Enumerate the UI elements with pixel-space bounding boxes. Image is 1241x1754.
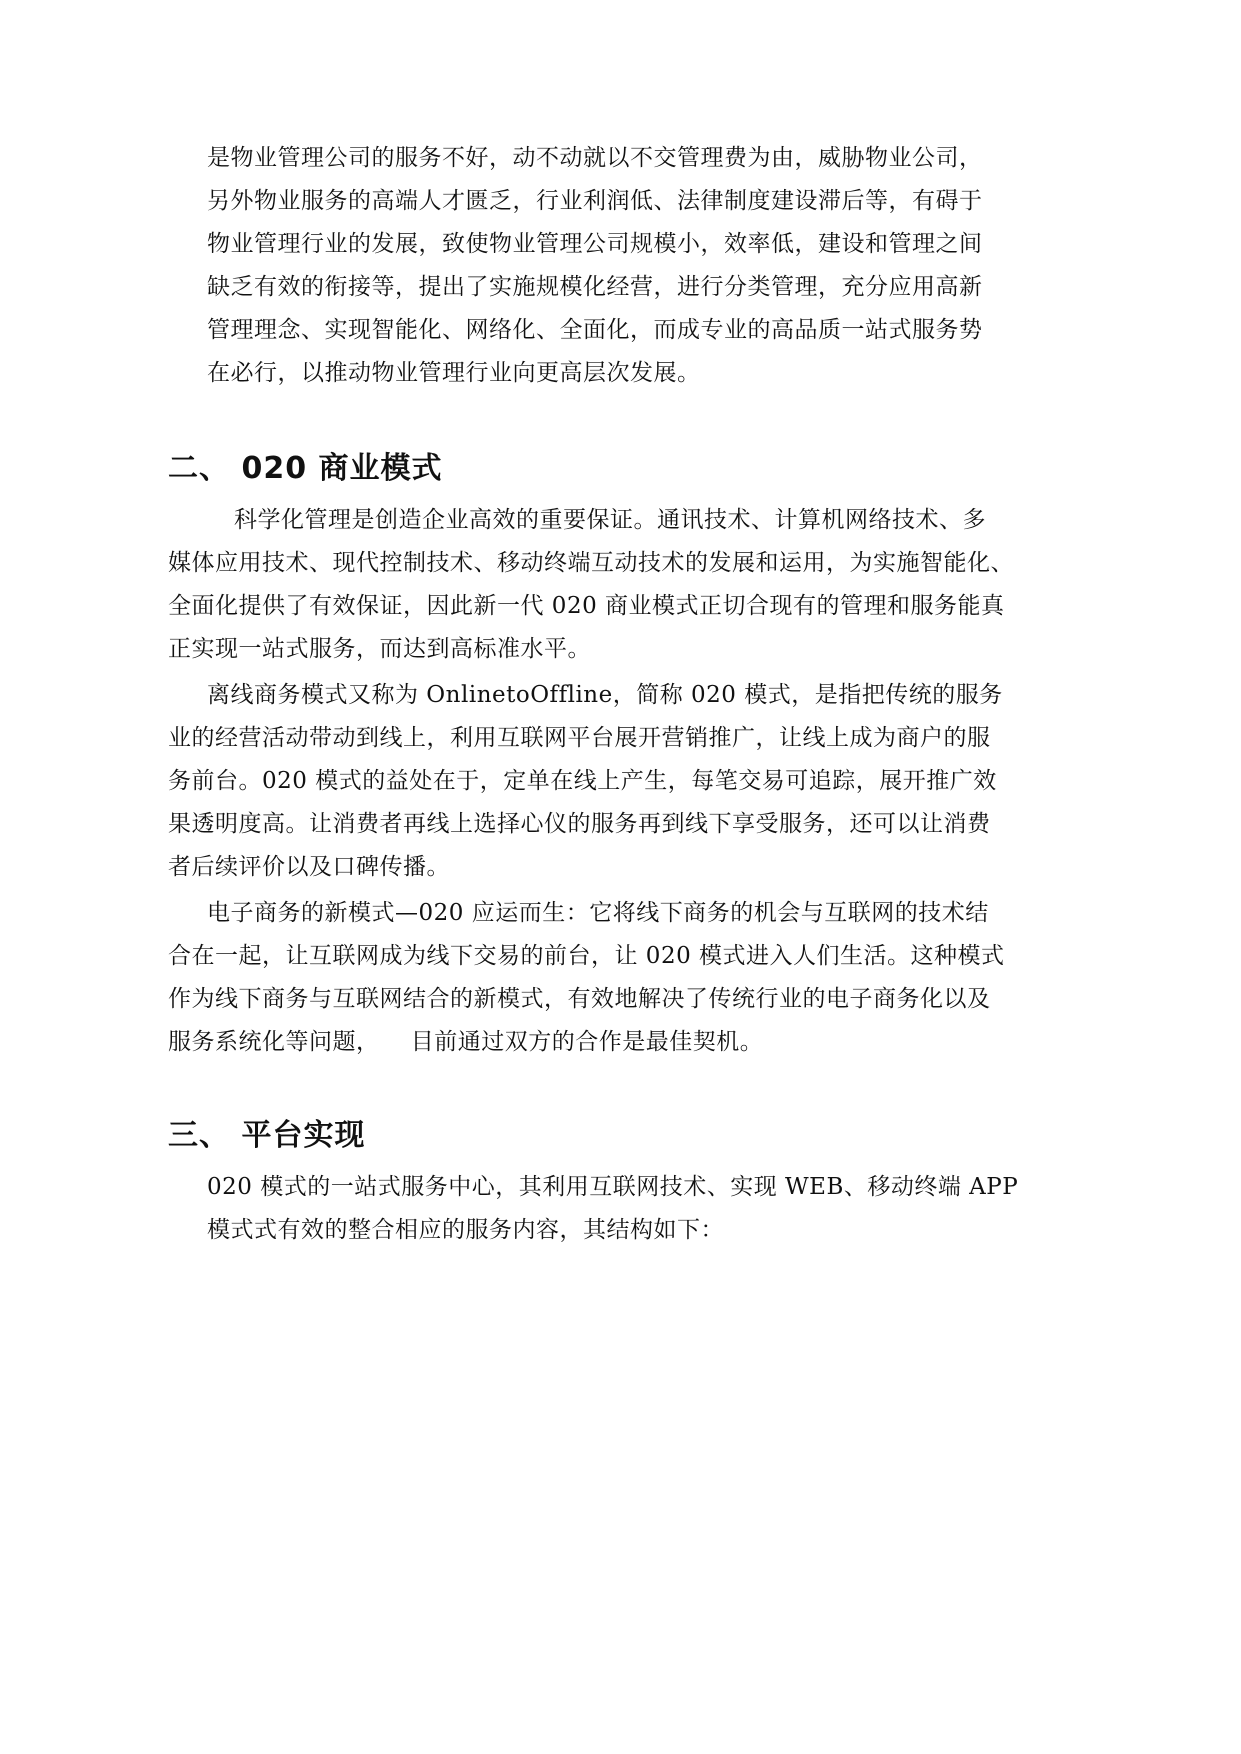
section-heading-o2o: 二、 020 商业模式 bbox=[168, 451, 443, 486]
intro-line-6: 在必行，以推动物业管理行业向更高层次发展。 bbox=[207, 360, 701, 386]
intro-line-2: 另外物业服务的高端人才匮乏，行业利润低、法律制度建设滞后等，有碍于 bbox=[207, 188, 983, 214]
intro-line-1: 是物业管理公司的服务不好，动不动就以不交管理费为由，威胁物业公司， bbox=[207, 145, 983, 171]
section-heading-platform: 三、 平台实现 bbox=[168, 1118, 366, 1153]
para2-line-2: 业的经营活动带动到线上，利用互联网平台展开营销推广，让线上成为商户的服 bbox=[168, 725, 991, 751]
para1-line-4: 正实现一站式服务，而达到高标准水平。 bbox=[168, 636, 591, 662]
para3-line-2: 合在一起，让互联网成为线下交易的前台，让 020 模式进入人们生活。这种模式 bbox=[168, 943, 1005, 969]
para3-line-1: 电子商务的新模式—020 应运而生：它将线下商务的机会与互联网的技术结 bbox=[207, 900, 989, 926]
para1-line-1: 科学化管理是创造企业高效的重要保证。通讯技术、计算机网络技术、多 bbox=[234, 507, 986, 533]
para2-line-3: 务前台。020 模式的益处在于，定单在线上产生，每笔交易可追踪，展开推广效 bbox=[168, 768, 997, 794]
para2-line-5: 者后续评价以及口碑传播。 bbox=[168, 854, 450, 880]
para1-line-2: 媒体应用技术、现代控制技术、移动终端互动技术的发展和运用，为实施智能化、 bbox=[168, 550, 1014, 576]
platform-line-2: 模式式有效的整合相应的服务内容，其结构如下： bbox=[207, 1217, 724, 1243]
intro-line-3: 物业管理行业的发展，致使物业管理公司规模小，效率低，建设和管理之间 bbox=[207, 231, 983, 257]
intro-line-4: 缺乏有效的衔接等，提出了实施规模化经营，进行分类管理，充分应用高新 bbox=[207, 274, 983, 300]
para2-line-1: 离线商务模式又称为 OnlinetoOffline，简称 020 模式，是指把传统的服务 bbox=[207, 682, 1003, 708]
para1-line-3: 全面化提供了有效保证，因此新一代 020 商业模式正切合现有的管理和服务能真 bbox=[168, 593, 1005, 619]
para3-line-4: 服务系统化等问题， 目前通过双方的合作是最佳契机。 bbox=[168, 1029, 764, 1055]
para3-line-3: 作为线下商务与互联网结合的新模式，有效地解决了传统行业的电子商务化以及 bbox=[168, 986, 991, 1012]
platform-line-1: 020 模式的一站式服务中心，其利用互联网技术、实现 WEB、移动终端 APP bbox=[207, 1174, 1019, 1200]
intro-line-5: 管理理念、实现智能化、网络化、全面化，而成专业的高品质一站式服务势 bbox=[207, 317, 983, 343]
para2-line-4: 果透明度高。让消费者再线上选择心仪的服务再到线下享受服务，还可以让消费 bbox=[168, 811, 991, 837]
